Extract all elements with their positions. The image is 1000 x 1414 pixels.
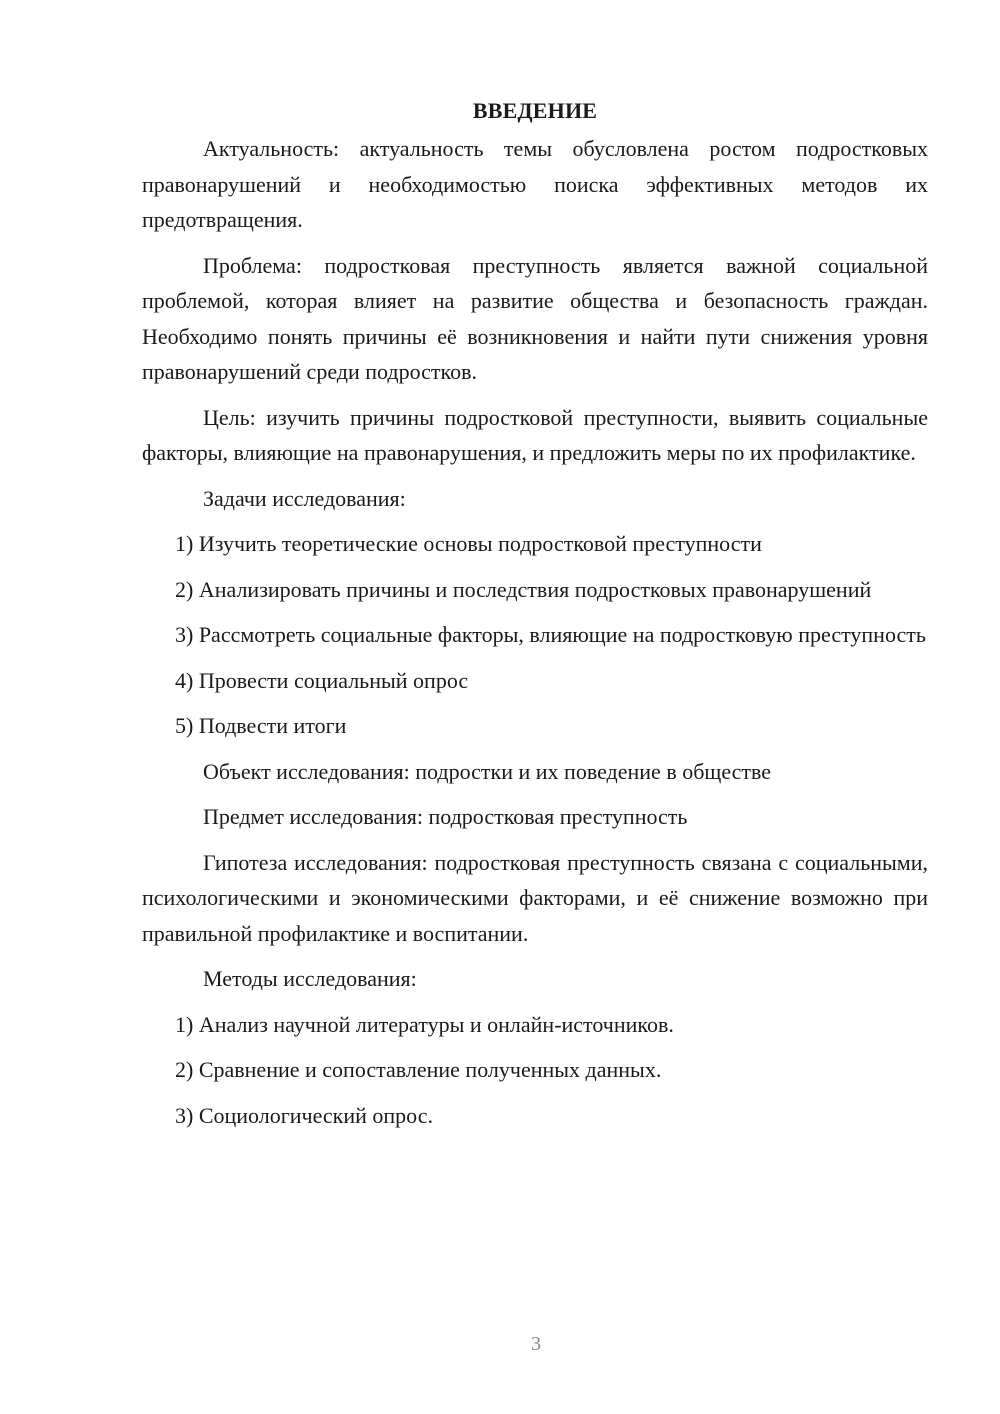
task-item-1: 1) Изучить теоретические основы подростковой преступности: [175, 531, 762, 556]
page-number: 3: [531, 1333, 541, 1355]
task-item-2: 2) Анализировать причины и последствия подростковых правонарушений: [175, 576, 872, 602]
object-paragraph: Объект исследования: подростки и их поведение в обществе: [203, 758, 772, 784]
task-item-3: 3) Рассмотреть социальные факторы, влияющие на подростковую преступность: [175, 622, 926, 647]
method-item-3: 3) Социологический опрос.: [175, 1102, 433, 1128]
methods-heading: Методы исследования:: [203, 966, 417, 991]
goal-paragraph: Цель: изучить причины подростковой преступности, выявить социальные факторы, влияющие на правонарушения, и предложить меры по их профилактике.: [142, 404, 928, 465]
relevance-paragraph: Актуальность: актуальность темы обусловлена ростом подростковых правонарушений и необходимостью поиска эффективных методов их предотвращения.: [142, 136, 928, 232]
tasks-heading: Задачи исследования:: [203, 485, 406, 511]
task-item-4: 4) Провести социальный опрос: [175, 667, 469, 693]
document-title: ВВЕДЕНИЕ: [472, 98, 598, 123]
task-item-5: 5) Подвести итоги: [175, 713, 347, 738]
hypothesis-paragraph: Гипотеза исследования: подростковая преступность связана с социальными, психологическими и экономическими факторами, и её снижение возможно при правильной профилактике и воспитании.: [142, 849, 928, 946]
problem-paragraph: Проблема: подростковая преступность является важной социальной проблемой, которая влияет на развитие общества и безопасность граждан. Необходимо понять причины её возникновения и найти пути снижения уровня правонарушений среди подростков.: [142, 252, 928, 384]
document-page: [142, 93, 928, 1143]
method-item-2: 2) Сравнение и сопоставление полученных данных.: [175, 1057, 662, 1082]
method-item-1: 1) Анализ научной литературы и онлайн-источников.: [175, 1011, 674, 1037]
subject-paragraph: Предмет исследования: подростковая преступность: [203, 804, 688, 829]
